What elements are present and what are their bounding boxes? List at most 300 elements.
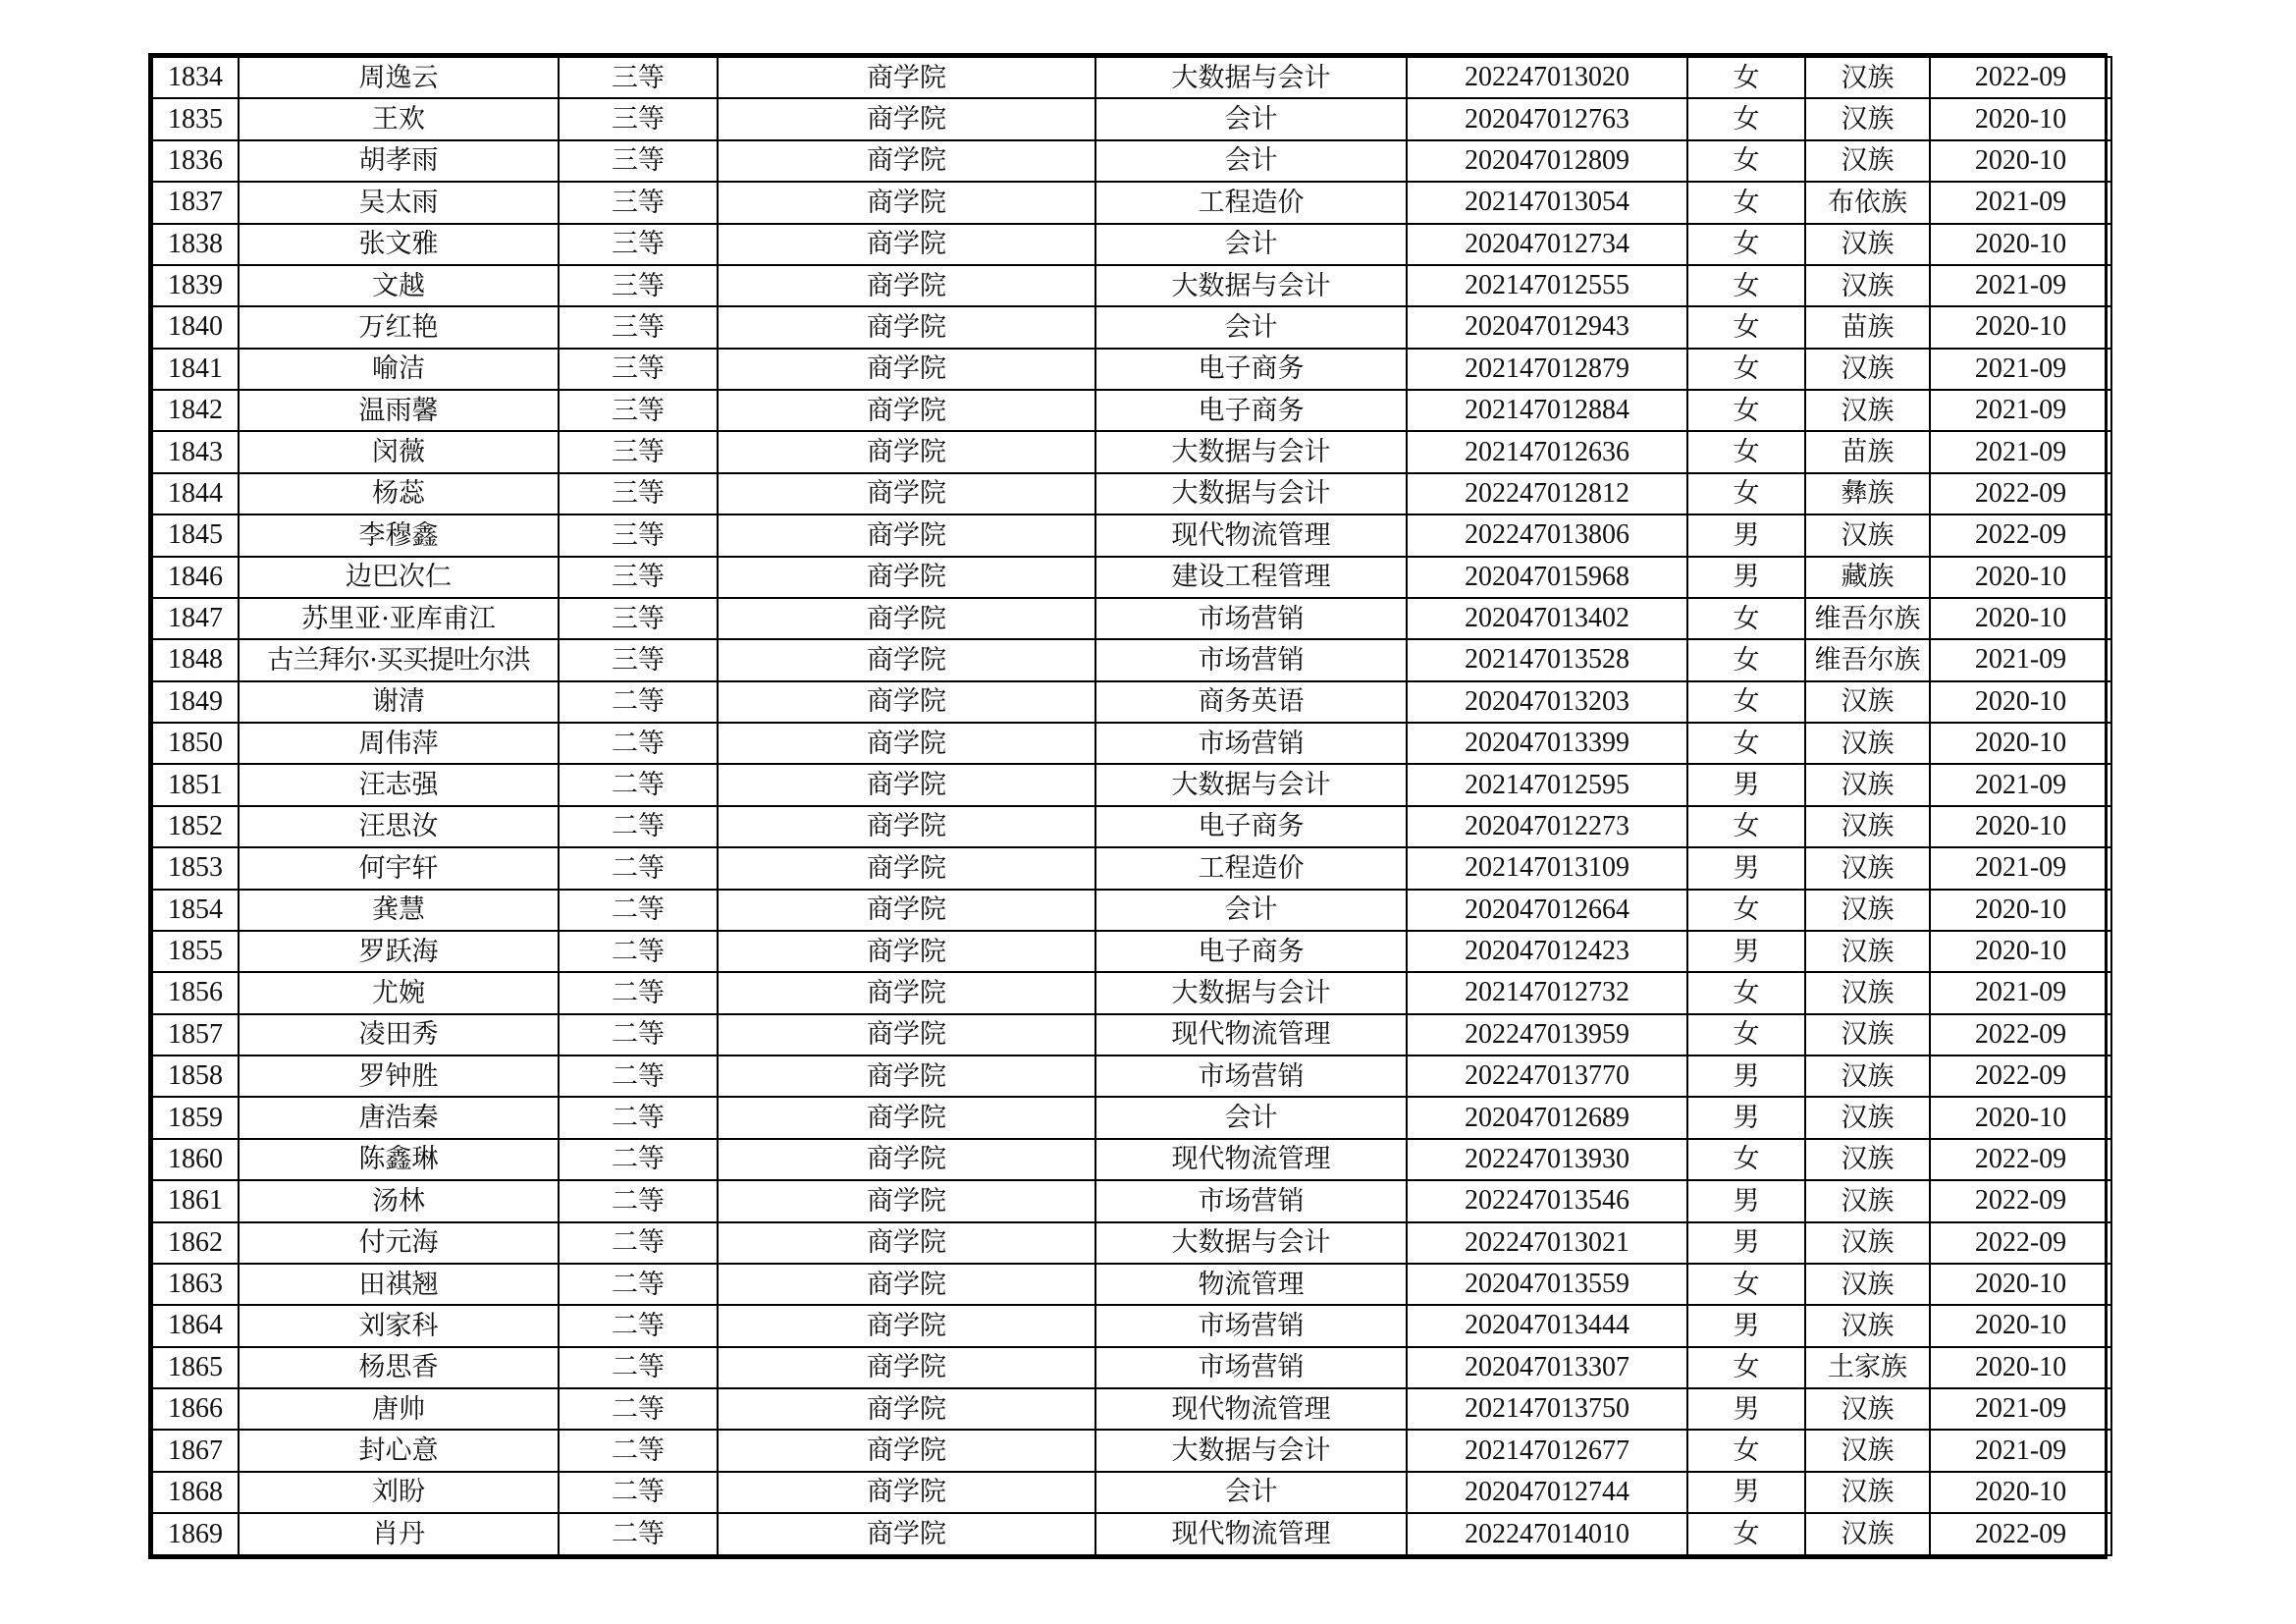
cell-major: 会计	[1095, 140, 1407, 182]
cell-ethnicity: 汉族	[1805, 98, 1930, 139]
cell-student-name: 喻洁	[239, 349, 559, 390]
cell-enroll-date: 2022-09	[1930, 1139, 2111, 1180]
cell-college: 商学院	[718, 57, 1095, 98]
cell-student-name: 闵薇	[239, 431, 559, 472]
cell-row-number: 1851	[152, 764, 239, 805]
cell-award-level: 三等	[559, 265, 718, 306]
cell-ethnicity: 汉族	[1805, 847, 1930, 889]
cell-ethnicity: 汉族	[1805, 265, 1930, 306]
cell-ethnicity: 维吾尔族	[1805, 639, 1930, 680]
cell-student-name: 苏里亚·亚库甫江	[239, 598, 559, 639]
cell-student-id: 202247013021	[1407, 1222, 1687, 1264]
cell-enroll-date: 2020-10	[1930, 1264, 2111, 1305]
cell-ethnicity: 汉族	[1805, 224, 1930, 265]
cell-college: 商学院	[718, 98, 1095, 139]
cell-ethnicity: 汉族	[1805, 764, 1930, 805]
cell-college: 商学院	[718, 1430, 1095, 1471]
table-row	[152, 1513, 2111, 1555]
cell-major: 大数据与会计	[1095, 1430, 1407, 1471]
table-body	[152, 57, 2111, 1555]
cell-college: 商学院	[718, 1347, 1095, 1388]
cell-student-name: 尤婉	[239, 972, 559, 1013]
cell-row-number: 1846	[152, 557, 239, 598]
cell-student-id: 202047012664	[1407, 890, 1687, 931]
cell-enroll-date: 2021-09	[1930, 972, 2111, 1013]
cell-row-number: 1837	[152, 182, 239, 223]
cell-ethnicity: 汉族	[1805, 349, 1930, 390]
cell-enroll-date: 2022-09	[1930, 1513, 2111, 1555]
cell-college: 商学院	[718, 1056, 1095, 1097]
table-row	[152, 1222, 2111, 1264]
cell-enroll-date: 2020-10	[1930, 723, 2111, 764]
cell-enroll-date: 2022-09	[1930, 1222, 2111, 1264]
table-row	[152, 98, 2111, 139]
cell-student-id: 202047013444	[1407, 1305, 1687, 1346]
cell-major: 大数据与会计	[1095, 473, 1407, 514]
cell-student-name: 温雨馨	[239, 390, 559, 431]
cell-enroll-date: 2021-09	[1930, 431, 2111, 472]
cell-gender: 男	[1687, 1180, 1805, 1221]
table-row	[152, 931, 2111, 972]
cell-college: 商学院	[718, 140, 1095, 182]
cell-row-number: 1865	[152, 1347, 239, 1388]
cell-enroll-date: 2022-09	[1930, 57, 2111, 98]
table-row	[152, 224, 2111, 265]
cell-student-name: 付元海	[239, 1222, 559, 1264]
cell-gender: 女	[1687, 473, 1805, 514]
cell-student-name: 汪思汝	[239, 806, 559, 847]
table-row	[152, 1264, 2111, 1305]
table-row	[152, 1347, 2111, 1388]
cell-college: 商学院	[718, 1388, 1095, 1430]
cell-ethnicity: 汉族	[1805, 1264, 1930, 1305]
cell-student-id: 202247013546	[1407, 1180, 1687, 1221]
cell-gender: 男	[1687, 931, 1805, 972]
cell-major: 会计	[1095, 306, 1407, 348]
cell-student-name: 周逸云	[239, 57, 559, 98]
cell-ethnicity: 汉族	[1805, 1097, 1930, 1138]
cell-enroll-date: 2020-10	[1930, 140, 2111, 182]
cell-college: 商学院	[718, 1139, 1095, 1180]
cell-gender: 男	[1687, 514, 1805, 556]
cell-row-number: 1855	[152, 931, 239, 972]
cell-student-name: 边巴次仁	[239, 557, 559, 598]
cell-major: 市场营销	[1095, 1056, 1407, 1097]
cell-award-level: 三等	[559, 224, 718, 265]
cell-student-name: 刘家科	[239, 1305, 559, 1346]
cell-student-id: 202147013750	[1407, 1388, 1687, 1430]
cell-enroll-date: 2020-10	[1930, 1347, 2111, 1388]
cell-student-id: 202047013402	[1407, 598, 1687, 639]
cell-student-name: 何宇轩	[239, 847, 559, 889]
cell-gender: 女	[1687, 1347, 1805, 1388]
cell-gender: 男	[1687, 1305, 1805, 1346]
cell-student-name: 陈鑫琳	[239, 1139, 559, 1180]
table-row	[152, 1139, 2111, 1180]
cell-gender: 女	[1687, 681, 1805, 723]
cell-student-id: 202047013307	[1407, 1347, 1687, 1388]
cell-award-level: 二等	[559, 1014, 718, 1056]
cell-student-name: 封心意	[239, 1430, 559, 1471]
cell-student-id: 202247012812	[1407, 473, 1687, 514]
table-row	[152, 349, 2111, 390]
cell-ethnicity: 汉族	[1805, 681, 1930, 723]
cell-student-id: 202147012555	[1407, 265, 1687, 306]
cell-major: 市场营销	[1095, 1180, 1407, 1221]
cell-college: 商学院	[718, 1097, 1095, 1138]
cell-enroll-date: 2022-09	[1930, 1180, 2111, 1221]
cell-college: 商学院	[718, 681, 1095, 723]
table-row	[152, 431, 2111, 472]
table-row	[152, 1388, 2111, 1430]
cell-award-level: 二等	[559, 1222, 718, 1264]
cell-student-name: 杨思香	[239, 1347, 559, 1388]
cell-row-number: 1838	[152, 224, 239, 265]
cell-college: 商学院	[718, 1305, 1095, 1346]
cell-student-id: 202147012732	[1407, 972, 1687, 1013]
table-row	[152, 473, 2111, 514]
cell-row-number: 1852	[152, 806, 239, 847]
cell-enroll-date: 2020-10	[1930, 931, 2111, 972]
cell-student-name: 胡孝雨	[239, 140, 559, 182]
cell-student-name: 吴太雨	[239, 182, 559, 223]
cell-gender: 女	[1687, 1014, 1805, 1056]
cell-gender: 女	[1687, 1264, 1805, 1305]
cell-student-name: 李穆鑫	[239, 514, 559, 556]
cell-ethnicity: 苗族	[1805, 431, 1930, 472]
cell-row-number: 1869	[152, 1513, 239, 1555]
cell-enroll-date: 2020-10	[1930, 98, 2111, 139]
cell-college: 商学院	[718, 431, 1095, 472]
cell-ethnicity: 汉族	[1805, 1180, 1930, 1221]
cell-enroll-date: 2020-10	[1930, 557, 2111, 598]
table-row	[152, 306, 2111, 348]
cell-student-id: 202247013930	[1407, 1139, 1687, 1180]
cell-award-level: 二等	[559, 1472, 718, 1513]
cell-award-level: 三等	[559, 473, 718, 514]
cell-award-level: 二等	[559, 681, 718, 723]
cell-major: 现代物流管理	[1095, 1014, 1407, 1056]
cell-student-id: 202047012423	[1407, 931, 1687, 972]
table-row	[152, 265, 2111, 306]
table-row	[152, 681, 2111, 723]
cell-major: 大数据与会计	[1095, 1222, 1407, 1264]
cell-row-number: 1858	[152, 1056, 239, 1097]
cell-row-number: 1867	[152, 1430, 239, 1471]
cell-major: 工程造价	[1095, 847, 1407, 889]
cell-award-level: 二等	[559, 931, 718, 972]
table-row	[152, 57, 2111, 98]
cell-award-level: 三等	[559, 349, 718, 390]
cell-row-number: 1839	[152, 265, 239, 306]
cell-award-level: 二等	[559, 1305, 718, 1346]
cell-major: 大数据与会计	[1095, 764, 1407, 805]
cell-row-number: 1854	[152, 890, 239, 931]
cell-gender: 女	[1687, 224, 1805, 265]
cell-enroll-date: 2021-09	[1930, 265, 2111, 306]
cell-enroll-date: 2020-10	[1930, 306, 2111, 348]
cell-student-name: 汤林	[239, 1180, 559, 1221]
table-row	[152, 806, 2111, 847]
cell-student-id: 202047012273	[1407, 806, 1687, 847]
cell-ethnicity: 汉族	[1805, 514, 1930, 556]
cell-row-number: 1861	[152, 1180, 239, 1221]
cell-college: 商学院	[718, 1513, 1095, 1555]
cell-student-name: 谢清	[239, 681, 559, 723]
cell-student-id: 202147012677	[1407, 1430, 1687, 1471]
cell-enroll-date: 2022-09	[1930, 1014, 2111, 1056]
cell-ethnicity: 汉族	[1805, 972, 1930, 1013]
table-row	[152, 723, 2111, 764]
cell-award-level: 三等	[559, 57, 718, 98]
cell-row-number: 1847	[152, 598, 239, 639]
cell-award-level: 二等	[559, 1180, 718, 1221]
cell-gender: 女	[1687, 806, 1805, 847]
cell-student-name: 张文雅	[239, 224, 559, 265]
cell-row-number: 1845	[152, 514, 239, 556]
cell-award-level: 三等	[559, 598, 718, 639]
cell-enroll-date: 2021-09	[1930, 182, 2111, 223]
cell-major: 市场营销	[1095, 1305, 1407, 1346]
cell-college: 商学院	[718, 1264, 1095, 1305]
cell-award-level: 二等	[559, 1430, 718, 1471]
cell-ethnicity: 汉族	[1805, 1014, 1930, 1056]
cell-college: 商学院	[718, 182, 1095, 223]
table-row	[152, 557, 2111, 598]
cell-ethnicity: 汉族	[1805, 1472, 1930, 1513]
cell-student-id: 202047012763	[1407, 98, 1687, 139]
cell-award-level: 三等	[559, 431, 718, 472]
cell-ethnicity: 汉族	[1805, 1222, 1930, 1264]
cell-row-number: 1834	[152, 57, 239, 98]
cell-row-number: 1863	[152, 1264, 239, 1305]
cell-gender: 女	[1687, 1513, 1805, 1555]
cell-row-number: 1856	[152, 972, 239, 1013]
cell-student-id: 202047013399	[1407, 723, 1687, 764]
cell-college: 商学院	[718, 806, 1095, 847]
cell-major: 大数据与会计	[1095, 431, 1407, 472]
cell-student-id: 202247013020	[1407, 57, 1687, 98]
table-row	[152, 890, 2111, 931]
cell-gender: 男	[1687, 764, 1805, 805]
cell-student-id: 202247013959	[1407, 1014, 1687, 1056]
cell-enroll-date: 2020-10	[1930, 890, 2111, 931]
cell-gender: 女	[1687, 639, 1805, 680]
cell-gender: 男	[1687, 1056, 1805, 1097]
cell-major: 市场营销	[1095, 723, 1407, 764]
cell-enroll-date: 2020-10	[1930, 1097, 2111, 1138]
cell-major: 现代物流管理	[1095, 514, 1407, 556]
cell-award-level: 三等	[559, 390, 718, 431]
cell-row-number: 1843	[152, 431, 239, 472]
cell-student-name: 罗跃海	[239, 931, 559, 972]
cell-enroll-date: 2021-09	[1930, 764, 2111, 805]
cell-ethnicity: 汉族	[1805, 1139, 1930, 1180]
table-row	[152, 390, 2111, 431]
cell-student-name: 王欢	[239, 98, 559, 139]
cell-award-level: 二等	[559, 847, 718, 889]
cell-enroll-date: 2020-10	[1930, 806, 2111, 847]
table-row	[152, 764, 2111, 805]
cell-ethnicity: 汉族	[1805, 390, 1930, 431]
cell-student-name: 罗钟胜	[239, 1056, 559, 1097]
cell-college: 商学院	[718, 1014, 1095, 1056]
cell-ethnicity: 藏族	[1805, 557, 1930, 598]
cell-major: 物流管理	[1095, 1264, 1407, 1305]
cell-student-id: 202147013054	[1407, 182, 1687, 223]
cell-college: 商学院	[718, 514, 1095, 556]
cell-student-name: 田祺翘	[239, 1264, 559, 1305]
cell-student-name: 汪志强	[239, 764, 559, 805]
cell-student-id: 202047012809	[1407, 140, 1687, 182]
cell-award-level: 三等	[559, 182, 718, 223]
cell-ethnicity: 汉族	[1805, 806, 1930, 847]
cell-enroll-date: 2022-09	[1930, 473, 2111, 514]
cell-major: 电子商务	[1095, 931, 1407, 972]
cell-award-level: 二等	[559, 1097, 718, 1138]
cell-ethnicity: 维吾尔族	[1805, 598, 1930, 639]
cell-student-name: 杨蕊	[239, 473, 559, 514]
cell-student-id: 202147012879	[1407, 349, 1687, 390]
cell-enroll-date: 2022-09	[1930, 514, 2111, 556]
cell-major: 市场营销	[1095, 1347, 1407, 1388]
table-row	[152, 1305, 2111, 1346]
cell-gender: 女	[1687, 1139, 1805, 1180]
cell-college: 商学院	[718, 265, 1095, 306]
cell-student-name: 唐浩秦	[239, 1097, 559, 1138]
table-row	[152, 639, 2111, 680]
cell-gender: 男	[1687, 557, 1805, 598]
cell-gender: 男	[1687, 1222, 1805, 1264]
cell-major: 现代物流管理	[1095, 1388, 1407, 1430]
cell-ethnicity: 汉族	[1805, 723, 1930, 764]
cell-row-number: 1842	[152, 390, 239, 431]
cell-award-level: 三等	[559, 140, 718, 182]
cell-major: 电子商务	[1095, 390, 1407, 431]
cell-gender: 女	[1687, 57, 1805, 98]
cell-ethnicity: 汉族	[1805, 1388, 1930, 1430]
cell-student-id: 202247013806	[1407, 514, 1687, 556]
cell-student-id: 202047012734	[1407, 224, 1687, 265]
cell-award-level: 三等	[559, 514, 718, 556]
table-row	[152, 1014, 2111, 1056]
cell-student-name: 万红艳	[239, 306, 559, 348]
cell-award-level: 三等	[559, 639, 718, 680]
cell-enroll-date: 2021-09	[1930, 847, 2111, 889]
cell-student-id: 202247014010	[1407, 1513, 1687, 1555]
cell-college: 商学院	[718, 847, 1095, 889]
cell-row-number: 1836	[152, 140, 239, 182]
cell-college: 商学院	[718, 390, 1095, 431]
cell-college: 商学院	[718, 598, 1095, 639]
cell-row-number: 1840	[152, 306, 239, 348]
table-row	[152, 1472, 2111, 1513]
cell-award-level: 二等	[559, 1056, 718, 1097]
cell-gender: 男	[1687, 1472, 1805, 1513]
cell-ethnicity: 汉族	[1805, 1056, 1930, 1097]
cell-gender: 女	[1687, 265, 1805, 306]
scholarship-list-page	[148, 53, 2108, 1559]
cell-row-number: 1859	[152, 1097, 239, 1138]
cell-college: 商学院	[718, 473, 1095, 514]
cell-award-level: 二等	[559, 806, 718, 847]
cell-college: 商学院	[718, 224, 1095, 265]
cell-gender: 男	[1687, 1097, 1805, 1138]
cell-major: 会计	[1095, 98, 1407, 139]
cell-row-number: 1844	[152, 473, 239, 514]
cell-gender: 女	[1687, 890, 1805, 931]
table-row	[152, 1430, 2111, 1471]
cell-major: 电子商务	[1095, 349, 1407, 390]
cell-major: 工程造价	[1095, 182, 1407, 223]
cell-college: 商学院	[718, 639, 1095, 680]
cell-ethnicity: 汉族	[1805, 890, 1930, 931]
cell-ethnicity: 汉族	[1805, 1513, 1930, 1555]
cell-ethnicity: 土家族	[1805, 1347, 1930, 1388]
cell-row-number: 1860	[152, 1139, 239, 1180]
cell-major: 会计	[1095, 224, 1407, 265]
cell-award-level: 二等	[559, 1513, 718, 1555]
cell-major: 市场营销	[1095, 598, 1407, 639]
cell-major: 商务英语	[1095, 681, 1407, 723]
cell-student-id: 202047015968	[1407, 557, 1687, 598]
cell-enroll-date: 2020-10	[1930, 224, 2111, 265]
cell-row-number: 1857	[152, 1014, 239, 1056]
table-row	[152, 1180, 2111, 1221]
cell-award-level: 二等	[559, 723, 718, 764]
cell-enroll-date: 2022-09	[1930, 1056, 2111, 1097]
cell-award-level: 三等	[559, 306, 718, 348]
cell-student-id: 202147013109	[1407, 847, 1687, 889]
cell-row-number: 1868	[152, 1472, 239, 1513]
cell-student-name: 唐帅	[239, 1388, 559, 1430]
cell-college: 商学院	[718, 349, 1095, 390]
cell-gender: 女	[1687, 182, 1805, 223]
cell-row-number: 1866	[152, 1388, 239, 1430]
cell-ethnicity: 汉族	[1805, 140, 1930, 182]
cell-row-number: 1849	[152, 681, 239, 723]
cell-row-number: 1862	[152, 1222, 239, 1264]
table-row	[152, 598, 2111, 639]
table-row	[152, 847, 2111, 889]
cell-college: 商学院	[718, 1222, 1095, 1264]
cell-award-level: 二等	[559, 1347, 718, 1388]
cell-student-name: 古兰拜尔·买买提吐尔洪	[239, 639, 559, 680]
cell-enroll-date: 2021-09	[1930, 349, 2111, 390]
cell-gender: 女	[1687, 723, 1805, 764]
cell-ethnicity: 布依族	[1805, 182, 1930, 223]
cell-student-id: 202147013528	[1407, 639, 1687, 680]
cell-major: 电子商务	[1095, 806, 1407, 847]
cell-student-id: 202047013203	[1407, 681, 1687, 723]
cell-student-id: 202147012636	[1407, 431, 1687, 472]
cell-college: 商学院	[718, 306, 1095, 348]
cell-ethnicity: 汉族	[1805, 1305, 1930, 1346]
cell-enroll-date: 2020-10	[1930, 1472, 2111, 1513]
cell-enroll-date: 2020-10	[1930, 598, 2111, 639]
cell-college: 商学院	[718, 972, 1095, 1013]
cell-enroll-date: 2020-10	[1930, 681, 2111, 723]
table-row	[152, 182, 2111, 223]
cell-ethnicity: 汉族	[1805, 1430, 1930, 1471]
cell-major: 会计	[1095, 1097, 1407, 1138]
cell-row-number: 1864	[152, 1305, 239, 1346]
table-row	[152, 140, 2111, 182]
cell-major: 大数据与会计	[1095, 972, 1407, 1013]
cell-award-level: 二等	[559, 1139, 718, 1180]
cell-major: 大数据与会计	[1095, 265, 1407, 306]
cell-award-level: 三等	[559, 98, 718, 139]
